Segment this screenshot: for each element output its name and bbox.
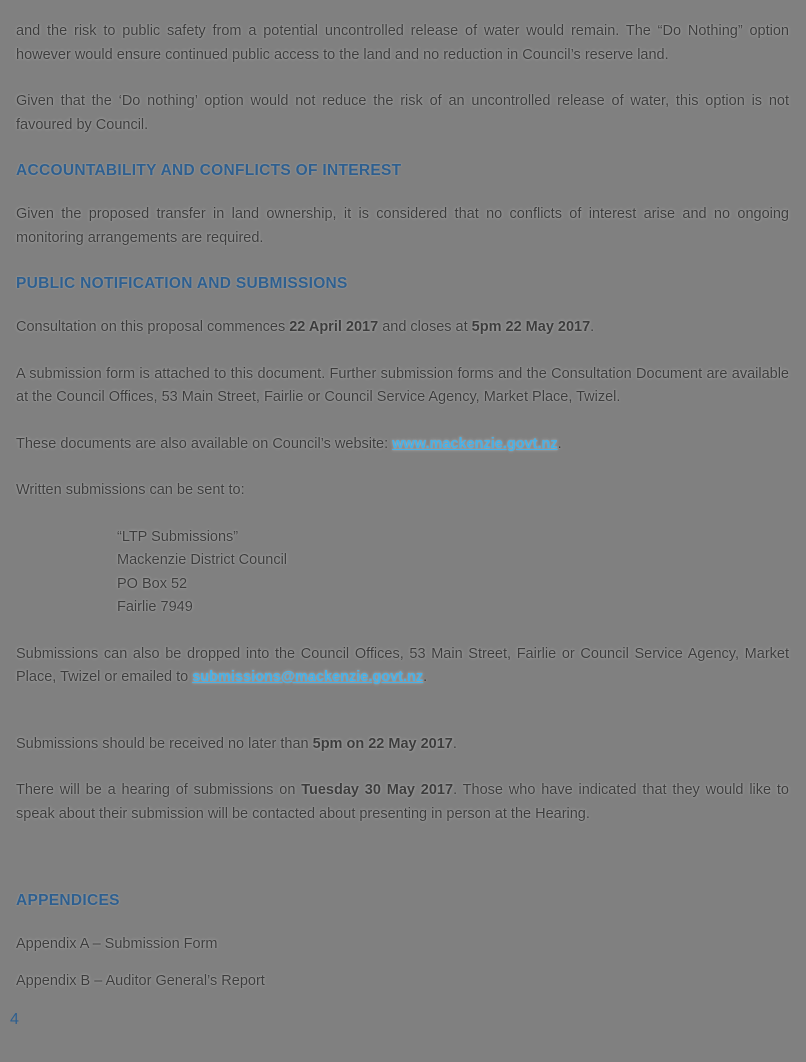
- paragraph-website: [16, 433, 789, 457]
- consultation-start-date: 22 April 2017: [289, 319, 379, 335]
- paragraph-risk: and the risk to public safety from a potential uncontrolled release of water would remain. The “Do Nothing” option however would ensure continued public access to the land and no reduction in Council’s reserve land.: [16, 23, 789, 63]
- website-text-post: .: [557, 435, 562, 452]
- paragraph-hearing: [16, 779, 789, 826]
- email-link[interactable]: submissions@mackenzie.govt.nz: [192, 669, 424, 685]
- paragraph-dropoff: [16, 643, 789, 690]
- postal-address-block: [16, 526, 789, 620]
- paragraph-submission-forms: A submission form is attached to this document. Further submission forms and the Consultation Document are available at the Council Offices, 53 Main Street, Fairlie or Council Service Agency, Market Place, Twizel.: [16, 365, 789, 405]
- hearing-date: Tuesday 30 May 2017: [301, 782, 454, 798]
- section-heading-appendices: APPENDICES: [16, 892, 120, 909]
- appendix-a-line: Appendix A – Submission Form: [16, 936, 218, 952]
- paragraph-written-submissions: Written submissions can be sent to:: [16, 482, 245, 498]
- hearing-text-post: . Those who have indicated that they would like to speak about their submission will be contacted about presenting in person at the Hearing.: [16, 782, 789, 822]
- address-line-town: Fairlie 7949: [117, 599, 193, 615]
- hearing-text-pre: There will be a hearing of submissions on: [16, 782, 302, 798]
- appendix-b-line: Appendix B – Auditor General’s Report: [16, 972, 265, 989]
- paragraph-consultation-dates: [16, 316, 789, 340]
- address-line-recipient: “LTP Submissions”: [117, 528, 239, 545]
- dropoff-text-pre: Submissions can also be dropped into the Council Offices, 53 Main Street, Fairlie or Council Service Agency, Market Place, Twizel or emailed to: [16, 645, 789, 685]
- consultation-text-mid: and closes at: [378, 319, 472, 335]
- website-text-pre: These documents are also available on Council’s website:: [16, 435, 393, 452]
- website-link[interactable]: www.mackenzie.govt.nz: [392, 435, 558, 452]
- consultation-close-date: 5pm 22 May 2017: [471, 319, 591, 335]
- deadline-date: 5pm on 22 May 2017: [312, 735, 453, 752]
- deadline-text-post: .: [452, 735, 457, 752]
- consultation-text-post: .: [590, 319, 595, 335]
- deadline-text-pre: Submissions should be received no later than: [16, 735, 313, 752]
- paragraph-do-nothing: Given that the ‘Do nothing’ option would not reduce the risk of an uncontrolled release of water, this option is not favoured by Council.: [16, 93, 789, 133]
- paragraph-deadline: [16, 733, 789, 757]
- section-heading-public-notification: PUBLIC NOTIFICATION AND SUBMISSIONS: [16, 275, 348, 292]
- paragraph-conflicts: Given the proposed transfer in land ownership, it is considered that no conflicts of interest arise and no ongoing monitoring arrangements are required.: [16, 206, 789, 246]
- section-heading-accountability: ACCOUNTABILITY AND CONFLICTS OF INTEREST: [16, 162, 402, 179]
- address-line-po-box: PO Box 52: [117, 575, 188, 592]
- page-number: 4: [10, 1011, 19, 1028]
- address-line-council: Mackenzie District Council: [117, 552, 288, 568]
- dropoff-text-post: .: [423, 669, 428, 685]
- consultation-text-pre: Consultation on this proposal commences: [16, 319, 290, 335]
